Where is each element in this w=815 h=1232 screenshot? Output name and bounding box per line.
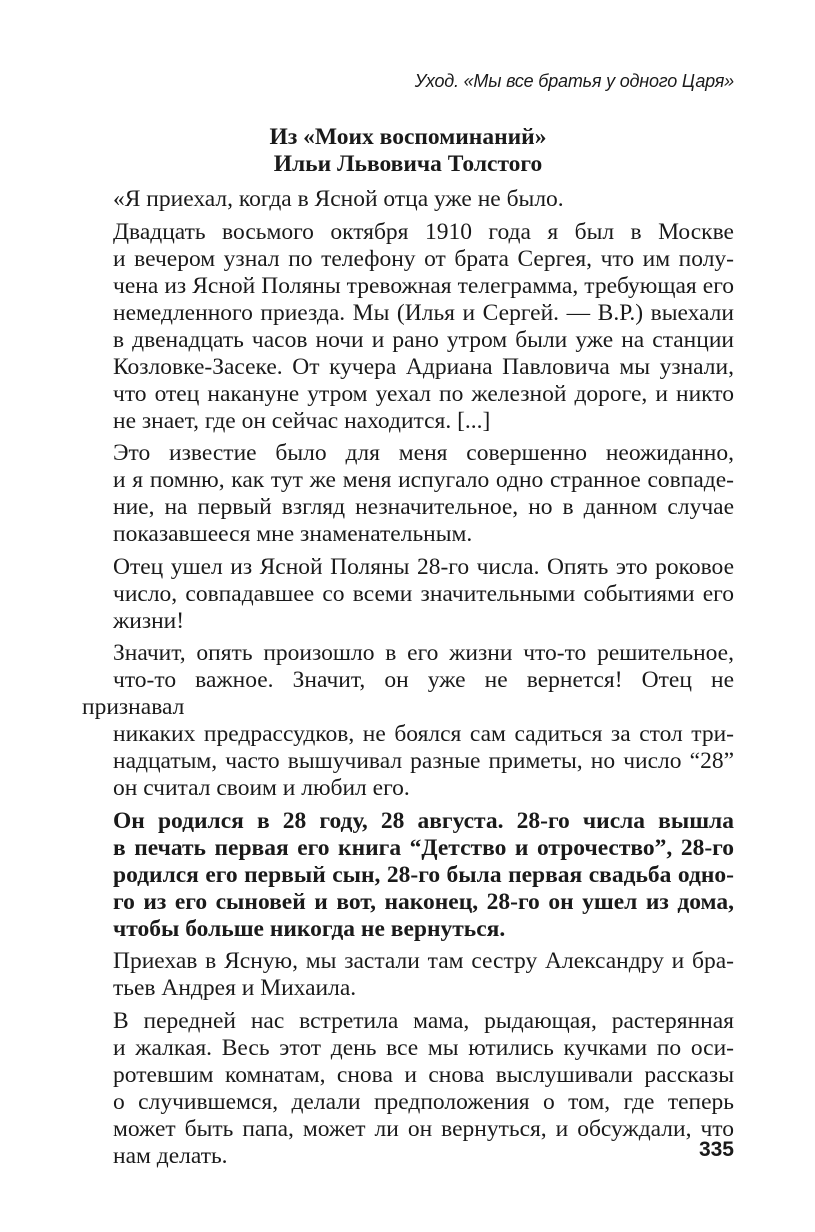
text-line: показавшееся мне знаменательным. bbox=[113, 521, 473, 547]
text-line: Он родился в 28 году, 28 августа. 28-го числа вышла bbox=[113, 807, 734, 834]
page-number: 335 bbox=[698, 1138, 734, 1161]
text-line: ротевшим комнатам, снова и снова выслушивали рассказы bbox=[113, 1061, 734, 1088]
text-line: нам делать. bbox=[113, 1142, 228, 1169]
text-line: и вечером узнал по телефону от брата Сергея, что им полу- bbox=[113, 245, 734, 272]
text-line: Значит, опять произошло в его жизни что-то решительное, bbox=[113, 640, 734, 666]
text-line: он считал своим и любил его. bbox=[113, 775, 410, 801]
body-text bbox=[82, 186, 734, 1175]
text-line: в двенадцать часов ночи и рано утром были уже на станции bbox=[113, 326, 734, 353]
chapter-title bbox=[82, 124, 734, 178]
paragraph bbox=[82, 948, 734, 1002]
text-line: тьев Андрея и Михаила. bbox=[113, 975, 357, 1001]
text-line: Козловке-Засеке. От кучера Адриана Павловича мы узнали, bbox=[113, 353, 734, 380]
text-line: Двадцать восьмого октября 1910 года я был в Москве bbox=[113, 218, 734, 245]
text-line: число, совпадавшее со всеми значительными событиями его bbox=[113, 580, 734, 607]
text-line: никаких предрассудков, не боялся сам садиться за стол три- bbox=[113, 721, 734, 747]
text-line: Приехав в Ясную, мы застали там сестру Александру и бра- bbox=[113, 948, 734, 974]
paragraph bbox=[82, 219, 734, 435]
paragraph bbox=[82, 640, 734, 802]
text-line: в печать первая его книга “Детство и отрочество”, 28-го bbox=[113, 834, 734, 861]
text-line: чтобы больше никогда не вернуться. bbox=[113, 915, 506, 942]
text-line: не знает, где он сейчас находится. [...] bbox=[113, 407, 491, 434]
text-line: что-то важное. Значит, он уже не вернется! Отец не признавал bbox=[82, 667, 734, 720]
text-line: и я помню, как тут же меня испугало одно странное совпаде- bbox=[113, 467, 734, 493]
text-line: может быть папа, может ли он вернуться, и обсуждали, что bbox=[113, 1115, 734, 1142]
paragraph-emphasis bbox=[82, 808, 734, 943]
text-line: го из его сыновей и вот, наконец, 28-го он ушел из дома, bbox=[113, 888, 734, 915]
text-line: и жалкая. Весь этот день все мы ютились кучками по оси- bbox=[113, 1034, 734, 1061]
paragraph bbox=[82, 554, 734, 635]
title-line-2: Ильи Львовича Толстого bbox=[273, 151, 543, 177]
text-line: что отец накануне утром уехал по железной дороге, и никто bbox=[113, 380, 734, 407]
text-line: «Я приехал, когда в Ясной отца уже не было. bbox=[113, 186, 564, 212]
text-line: чена из Ясной Поляны тревожная телеграмма, требующая его bbox=[113, 272, 734, 299]
title-line-1: Из «Моих воспоминаний» bbox=[269, 124, 547, 150]
text-line: ние, на первый взгляд незначительное, но в данном случае bbox=[113, 494, 734, 520]
text-line: немедленного приезда. Мы (Илья и Сергей. — В.Р.) выехали bbox=[113, 299, 734, 326]
text-line: родился его первый сын, 28-го была первая свадьба одно- bbox=[113, 861, 734, 888]
book-page bbox=[82, 0, 734, 1232]
text-line: В передней нас встретила мама, рыдающая, растерянная bbox=[113, 1007, 734, 1034]
paragraph bbox=[82, 1008, 734, 1170]
text-line: Это известие было для меня совершенно неожиданно, bbox=[113, 440, 734, 466]
paragraph bbox=[82, 440, 734, 548]
paragraph bbox=[82, 186, 734, 213]
text-line: жизни! bbox=[113, 607, 185, 634]
text-line: о случившемся, делали предположения о том, где теперь bbox=[113, 1088, 734, 1115]
running-header: Уход. «Мы все братья у одного Царя» bbox=[414, 71, 734, 91]
text-line: Отец ушел из Ясной Поляны 28-го числа. Опять это роковое bbox=[113, 553, 734, 580]
text-line: надцатым, часто вышучивал разные приметы, но число “28” bbox=[113, 748, 734, 774]
